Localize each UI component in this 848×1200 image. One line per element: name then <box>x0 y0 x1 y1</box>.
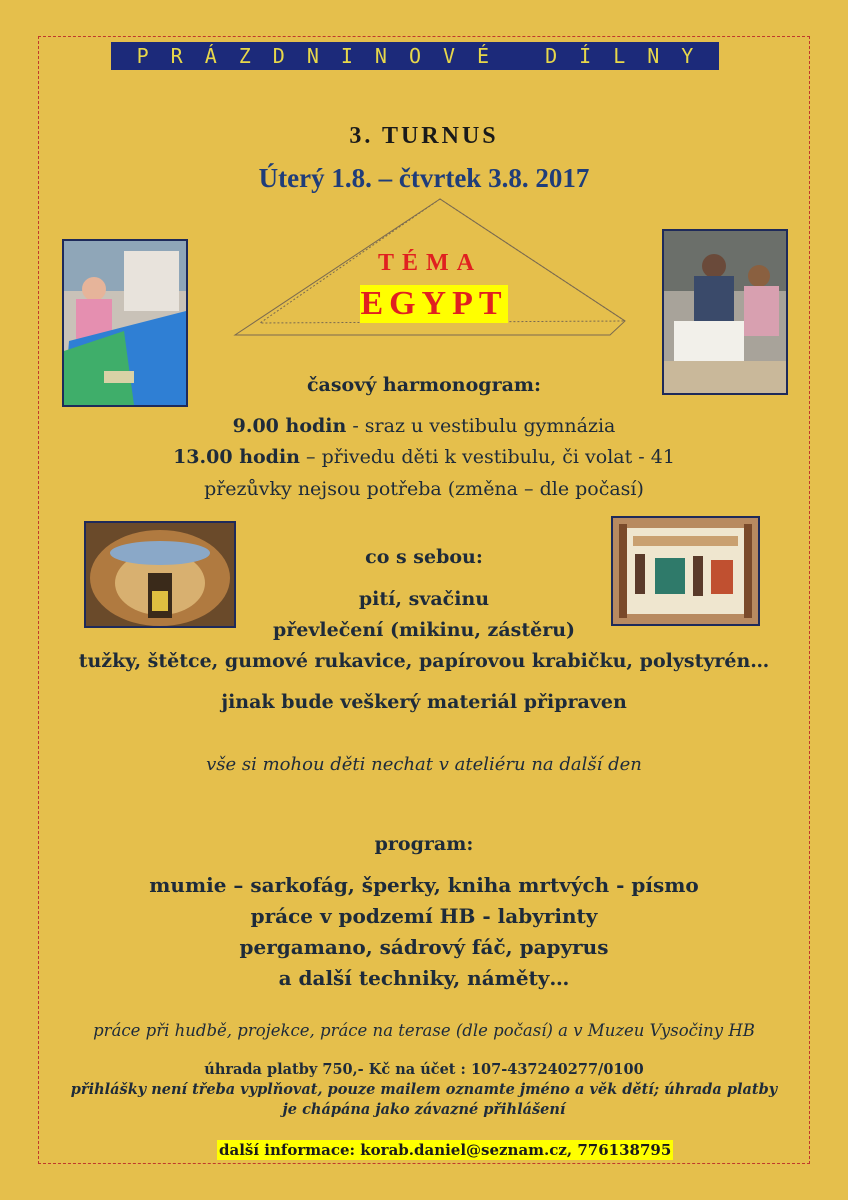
date-range: Úterý 1.8. – čtvrtek 3.8. 2017 <box>258 163 590 193</box>
bring-italic-note: vše si mohou děti nechat v ateliéru na další den <box>206 754 642 775</box>
schedule-line-3: přezůvky nejsou potřeba (změna – dle počasí) <box>204 478 644 500</box>
bring-item: pití, svačinu <box>358 588 490 610</box>
contact-info[interactable]: další informace: korab.daniel@seznam.cz, 776138795 <box>219 1141 672 1159</box>
program-italic-note: práce při hudbě, projekce, práce na terase (dle počasí) a v Muzeu Vysočiny HB <box>93 1021 755 1040</box>
turnus-title: 3. TURNUS <box>349 123 499 149</box>
header-banner: PRÁZDNINOVÉ DÍLNY <box>111 42 719 70</box>
bring-heading: co s sebou: <box>365 546 483 568</box>
schedule-desc-2: – přivedu děti k vestibulu, či volat - 41 <box>300 446 675 468</box>
bring-item: převlečení (mikinu, zástěru) <box>272 619 576 641</box>
program-item: práce v podzemí HB - labyrinty <box>250 904 598 928</box>
bring-note: jinak bude veškerý materiál připraven <box>221 691 627 713</box>
program-item: mumie – sarkofág, šperky, kniha mrtvých - písmo <box>149 873 699 897</box>
schedule-line-2 <box>0 446 848 468</box>
registration-note-1: přihlášky není třeba vyplňovat, pouze mailem oznamte jméno a věk dětí; úhrada platby <box>70 1081 778 1098</box>
bring-item: tužky, štětce, gumové rukavice, papírovou krabičku, polystyrén… <box>78 650 770 672</box>
registration-note-2: je chápána jako závazné přihlášení <box>282 1101 566 1118</box>
schedule-time-1: 9.00 hodin <box>232 415 347 437</box>
photo-kids-working-table <box>662 229 788 395</box>
program-heading: program: <box>374 833 474 855</box>
program-item: pergamano, sádrový fáč, papyrus <box>239 935 609 959</box>
schedule-time-2: 13.00 hodin <box>173 446 300 468</box>
photo-tomb-corridor <box>84 521 236 628</box>
schedule-line-1 <box>0 415 848 437</box>
theme-label: TÉMA <box>378 250 482 276</box>
schedule-desc-1: - sraz u vestibulu gymnázia <box>346 415 616 437</box>
theme-name: EGYPT <box>360 285 508 322</box>
payment-info: úhrada platby 750,- Kč na účet : 107-437240277/0100 <box>204 1061 644 1078</box>
schedule-heading: časový harmonogram: <box>306 374 542 396</box>
program-item: a další techniky, náměty… <box>278 966 570 990</box>
